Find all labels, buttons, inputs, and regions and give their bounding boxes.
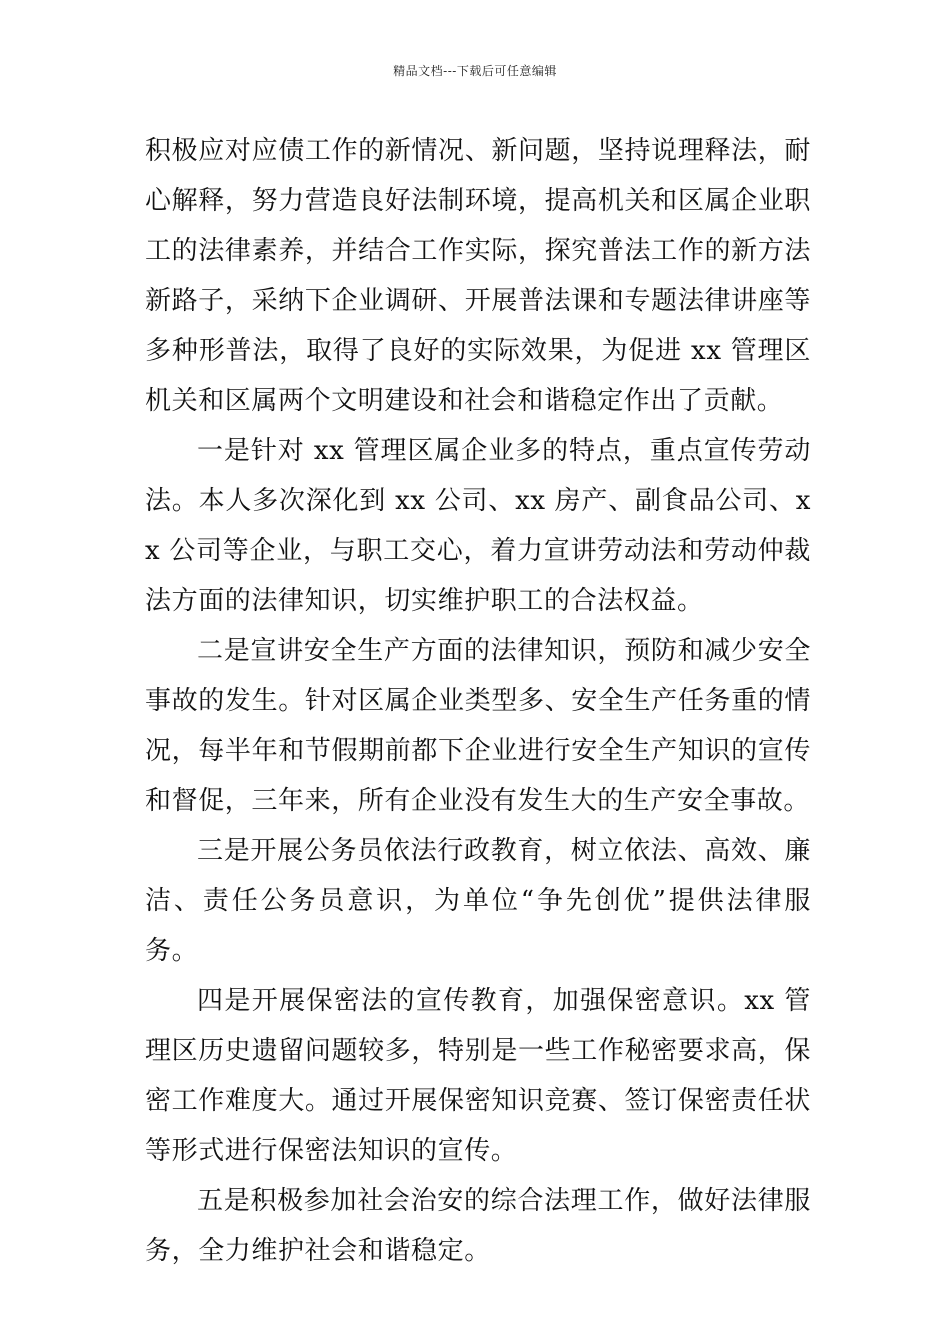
paragraph-3: 二是宣讲安全生产方面的法律知识，预防和减少安全事故的发生。针对区属企业类型多、安全生产任务重的情况，每半年和节假期前都下企业进行安全生产知识的宣传和督促，三年来，所有企业没有发生大的生产安全事故。 xyxy=(145,636,811,816)
paragraph-4: 三是开展公务员依法行政教育，树立依法、高效、廉洁、责任公务员意识，为单位“争先创优”提供法律服务。 xyxy=(145,836,811,966)
paragraph-6: 五是积极参加社会治安的综合法理工作，做好法律服务，全力维护社会和谐稳定。 xyxy=(145,1186,811,1266)
paragraph-1: 积极应对应债工作的新情况、新问题，坚持说理释法，耐心解释，努力营造良好法制环境，提高机关和区属企业职工的法律素养，并结合工作实际，探究普法工作的新方法新路子，采纳下企业调研、开展普法课和专题法律讲座等多种形普法，取得了良好的实际效果，为促进 xx 管理区机关和区属两个文明建设和社会和谐稳定作出了贡献。 xyxy=(145,136,811,416)
page-header: 精品文档---下载后可任意编辑 xyxy=(393,64,557,78)
document-body xyxy=(145,126,811,1276)
paragraph-2: 一是针对 xx 管理区属企业多的特点，重点宣传劳动法。本人多次深化到 xx 公司、xx 房产、副食品公司、xx 公司等企业，与职工交心，着力宣讲劳动法和劳动仲裁法方面的法律知识，切实维护职工的合法权益。 xyxy=(145,436,811,616)
paragraph-5: 四是开展保密法的宣传教育，加强保密意识。xx 管理区历史遗留问题较多，特别是一些工作秘密要求高，保密工作难度大。通过开展保密知识竞赛、签订保密责任状等形式进行保密法知识的宣传。 xyxy=(145,986,811,1166)
